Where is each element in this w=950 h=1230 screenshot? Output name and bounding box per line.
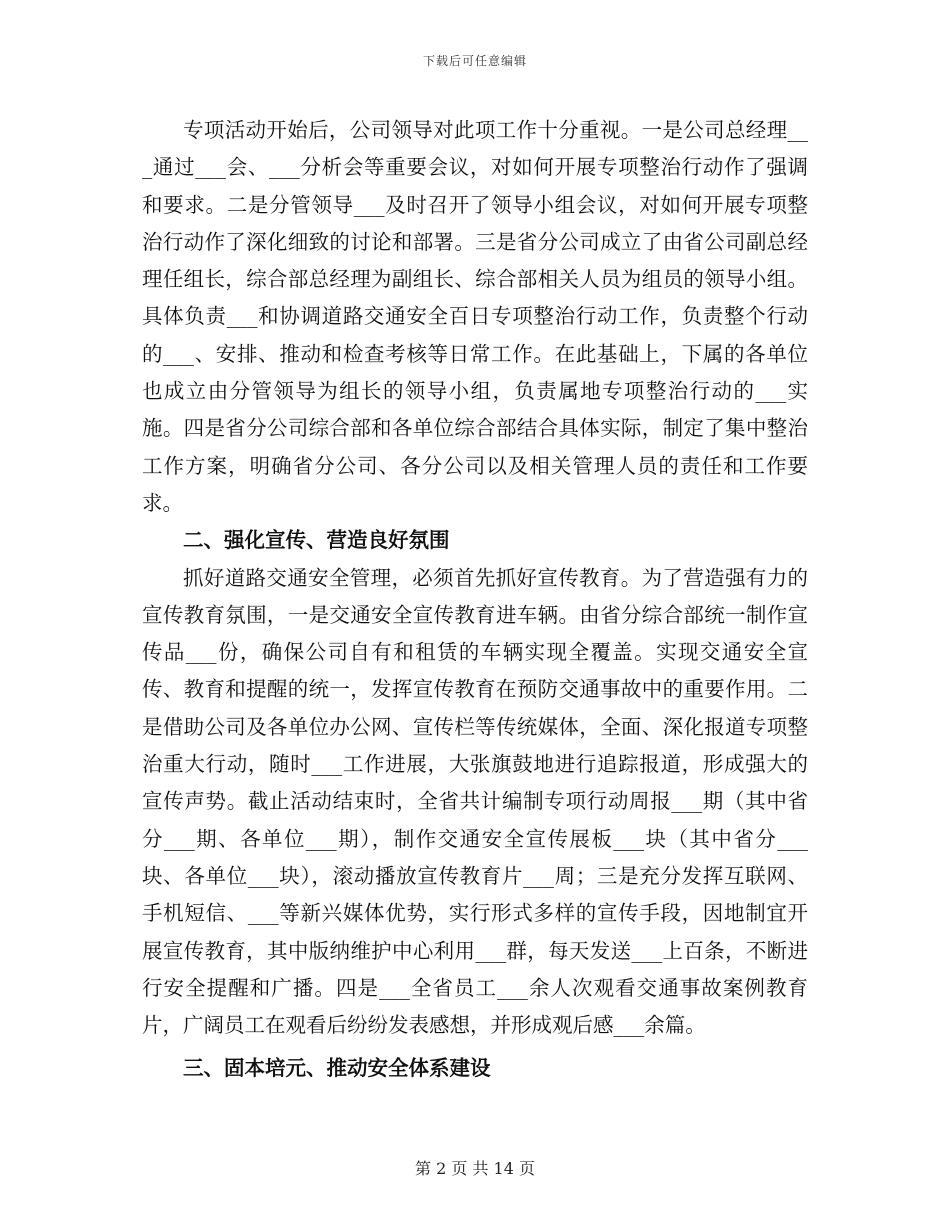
page-footer: 第 2 页 共 14 页 [415, 1159, 535, 1178]
paragraph-2: 抓好道路交通安全管理，必须首先抓好宣传教育。为了营造强有力的宣传教育氛围，一是交通安全宣传教育进车辆。由省分综合部统一制作宣传品___份，确保公司自有和租赁的车辆实现全覆盖。实现交通安全宣传、教育和提醒的统一，发挥宣传教育在预防交通事故中的重要作用。二是借助公司及各单位办公网、宣传栏等传统媒体，全面、深化报道专项整治重大行动，随时___工作进展，大张旗鼓地进行追踪报道，形成强大的宣传声势。截止活动结束时，全省共计编制专项行动周报___期（其中省分___期、各单位___期），制作交通安全宣传展板___块（其中省分___块、各单位___块），滚动播放宣传教育片___周；三是充分发挥互联网、手机短信、___等新兴媒体优势，实行形式多样的宣传手段，因地制宜开展宣传教育，其中版纳维护中心利用___群，每天发送___上百条，不断进行安全提醒和广播。四是___全省员工___余人次观看交通事故案例教育片，广阔员工在观看后纷纷发表感想，并形成观后感___余篇。 [142, 565, 808, 1038]
paragraph-1: 专项活动开始后，公司领导对此项工作十分重视。一是公司总经理___通过___会、___分析会等重要会议，对如何开展专项整治行动作了强调和要求。二是分管领导___及时召开了领导小组会议，对如何开展专项整治行动作了深化细致的讨论和部署。三是省分公司成立了由省公司副总经理任组长，综合部总经理为副组长、综合部相关人员为组员的领导小组。具体负责___和协调道路交通安全百日专项整治行动工作，负责整个行动的___、安排、推动和检查考核等日常工作。在此基础上，下属的各单位也成立由分管领导为组长的领导小组，负责属地专项整治行动的___实施。四是省分公司综合部和各单位综合部结合具体实际，制定了集中整治工作方案，明确省分公司、各分公司以及相关管理人员的责任和工作要求。 [142, 118, 808, 515]
page-header: 下载后可任意编辑 [422, 54, 527, 68]
section-heading-2: 二、强化宣传、营造良好氛围 [183, 528, 450, 553]
section-heading-3: 三、固本培元、推动安全体系建设 [183, 1056, 491, 1081]
document-body [142, 112, 808, 1088]
